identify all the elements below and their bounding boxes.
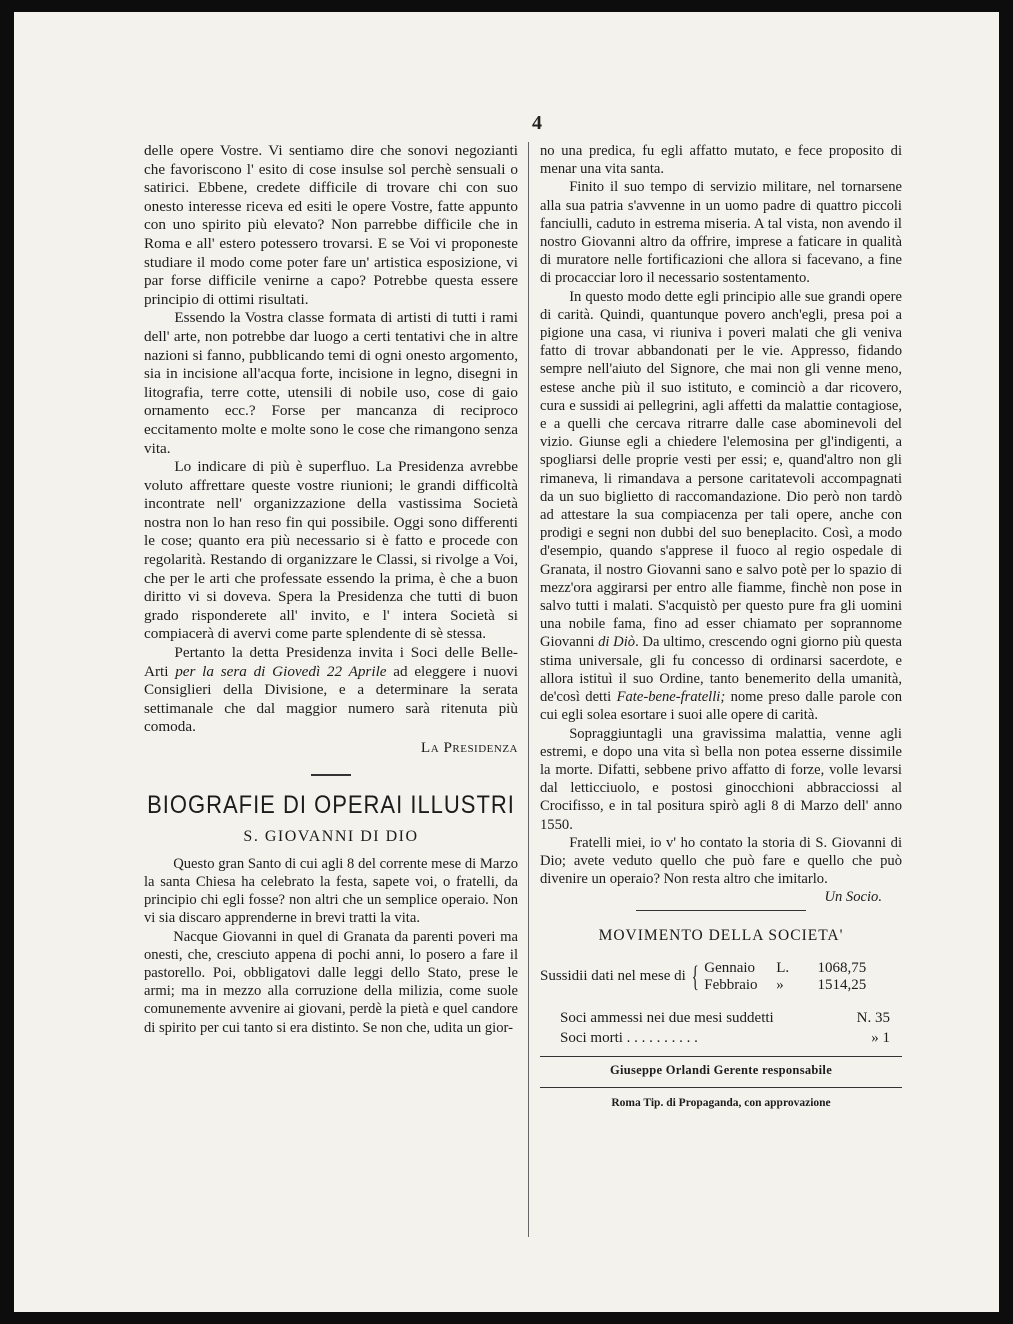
left-column xyxy=(144,142,518,1037)
paragraph-artisti: Essendo la Vostra classe formata di artisti di tutti i rami dell' arte, non potrebbe dar luogo a certi tentativi che in altre nazioni si fanno, pubblicando temi di ogni onesto argomento, sia in incisione all'acqua forte, incisione in legno, disegni in litografia, terre cotte, utensili di nobile uso, cose di gaio ornamento ecc.? Forse per mancanza di reciproco eccitamento molte e molte sono le cose che rimangono senza vita. xyxy=(144,309,518,457)
footer-rule xyxy=(540,1056,902,1057)
bio-section-title: BIOGRAFIE DI OPERAI ILLUSTRI xyxy=(147,789,515,819)
footer-gerente: Giuseppe Orlandi Gerente responsabile xyxy=(609,1062,833,1077)
footer-rule-2 xyxy=(540,1087,902,1088)
sussidi-table xyxy=(540,960,902,994)
page-number: 4 xyxy=(532,112,542,134)
footer-tipografia: Roma Tip. di Propaganda, con approvazione xyxy=(611,1096,831,1109)
newspaper-page xyxy=(14,12,999,1312)
bio-paragraph-birth: Nacque Giovanni in quel di Granata da parenti poveri ma onesti, che, cresciuto appena di pochi anni, lo posero a fare il pastorello. Poi, obbligatovi dalle leggi dello Stato, prese le armi; ma in mezzo alla corruzione della milizia, come suole comunemente avvenire ai giovani, perdè la pietà e quel candore di spirito per cui tanto si era distinto. Se non che, udita un gior- xyxy=(144,928,518,1036)
signature-socio: Un Socio. xyxy=(824,889,882,906)
sussidi-row: Febbraio » 1514,25 xyxy=(704,976,867,993)
movimento-title: MOVIMENTO DELLA SOCIETA' xyxy=(598,927,844,945)
sussidi-row: Gennaio L. 1068,75 xyxy=(704,959,867,976)
bio-paragraph-morte: Sopraggiuntagli una gravissima malattia, venne agli estremi, e dopo una vita sì bella non potea esserne dissimile la morte. Difatti, sebbene privo affatto di forze, volle levarsi dal letticciuolo, e postosi ginocchioni abbracciossi al Crocifisso, e in tal positura spirò agli 8 di Marzo dell' anno 1550. xyxy=(540,725,902,833)
bio-paragraph-intro: Questo gran Santo di cui agli 8 del corrente mese di Marzo la santa Chiesa ha celebrato la festa, sapete voi, o fratelli, da principio chi egli fosse? non altri che un semplice operaio. Non vi sia discaro apprenderne in brevi tratti la vita. xyxy=(144,855,518,927)
paragraph-opere: delle opere Vostre. Vi sentiamo dire che sonovi negozianti che favoriscono l' esito di cose insulse sol perchè sensuali o satirici. Ebbene, credete difficile di trovare chi con suo onesto interesse riceva ed esiti le opere Vostre, fatte appunto con uno spirito più elevato? Non parrebbe difficile che in Roma e all' estero potessero trovarsi. E se Voi vi proponeste studiare il modo come poter fare un' artistica esposizione, vi par forse difficile venirne a capo? Potrebbe questa essere principio di ottimi risultati. xyxy=(144,142,518,308)
paragraph-presidenza: Lo indicare di più è superfluo. La Presidenza avrebbe voluto affrettare queste vostre riunioni; le grandi difficoltà incontrate nell' organizzazione della vastissima Società nostra non lo han reso fin qui possibile. Oggi sono differenti le cose; quanto era più necessario si è fatto e procede con regolarità. Restando di organizzare le Classi, si rivolge a Voi, che per le arti che professate essendo la prima, è che a buon diritto vi si doveva. Spera la Presidenza che tutti di buon grado risponderete all' invito, e l' intera Società si compiacerà di avervi come parte splendente di sè stessa. xyxy=(144,458,518,643)
signature-presidenza: La Presidenza xyxy=(420,739,518,756)
sussidi-months xyxy=(704,960,866,994)
bio-paragraph-conclusione: Fratelli miei, io v' ho contato la storia di S. Giovanni di Dio; avete veduto quello che può fare e quello che può divenire un operaio? Non resta altro che imitarlo. Un Socio. xyxy=(540,834,902,906)
movimento-rule xyxy=(636,910,806,911)
saint-title: S. GIOVANNI DI DIO xyxy=(243,828,419,846)
soci-morti-row: Soci morti . . . . . . . . . . » 1 xyxy=(560,1029,890,1046)
paragraph-invito: Pertanto la detta Presidenza invita i Soci delle Belle-Arti per la sera di Giovedì 22 Aprile ad eleggere i nuovi Consiglieri della Divisione, e a determinare la serata settimanale che dal maggior numero sarà ritenuta più comoda. xyxy=(144,644,519,736)
section-rule xyxy=(311,774,351,776)
column-divider xyxy=(528,142,529,1237)
bio-paragraph-muratore: Finito il suo tempo di servizio militare, nel tornarsene alla sua patria s'avvenne in un uomo padre di quattro piccoli fanciulli, caduto in estrema miseria. A tal vista, non avendo il nostro Giovanni altro da offrire, imprese a faticare in qualità di muratore nelle fortificazioni che allora si facevano, a fine di procacciar loro il necessario sostentamento. xyxy=(540,179,902,287)
sussidi-label: Sussidii dati nel mese di xyxy=(540,968,686,985)
soci-stats xyxy=(560,1008,902,1048)
bio-paragraph-conversion: no una predica, fu egli affatto mutato, e fece proposito di menar una vita santa. xyxy=(540,143,902,178)
invite-date: per la sera di Giovedì 22 Aprile xyxy=(175,662,387,680)
right-column xyxy=(540,142,902,1112)
bio-paragraph-carita: In questo modo dette egli principio alle sue grandi opere di carità. Quindi, quantunque povero anch'egli, presa poi a pigione una casa, vi riuniva i poveri malati che gli veniva fatto di trovar abbandonati per le vie. Appresso, fidando sempre nell'aiuto del Signore, che mai non gli venne meno, estese anche più il suo istituto, e cominciò a dar ricovero, cura e sussidi ai pellegrini, agli affetti da malattie contagiose, e a quelli che cercava ritrarre dalle case abominevoli del vizio. Giunse egli a chiedere l'elemosina per gl'indigenti, a spogliarsi delle proprie vesti per essi; e, quand'altro non gli rimaneva, li rimandava a persone caritatevoli accompagnati da un suo biglietto di raccomandazione. Dio però non tardò ad attestare la sua compiacenza per tali opere, anche con prodigi e segni non dubbi del suo beneplacito. Così, a modo d'esempio, quando s'apprese il fuoco al regio ospedale di Granata, il nostro Giovanni sano e salvo potè per lo spazio di mezz'ora aggirarsi per entro alle fiamme, finchè non pose in salvo tutti i malati. S'acquistò per questo pure fra gli uomini una nobile fama, fino ad esser chiamato per soprannome Giovanni di Diò. Da ultimo, crescendo ogni giorno più questa stima universale, gli fu concesso di ordinarsi sacerdote, e allora istituì il suo Ordine, tanto benemerito della umanità, de'così detti Fate-bene-fratelli; nome preso dalle parole con cui egli solea esortare i suoi alle opere di carità. xyxy=(540,288,903,724)
brace-glyph: { xyxy=(691,959,699,993)
soci-ammessi-row: Soci ammessi nei due mesi suddetti N. 35 xyxy=(560,1009,890,1026)
